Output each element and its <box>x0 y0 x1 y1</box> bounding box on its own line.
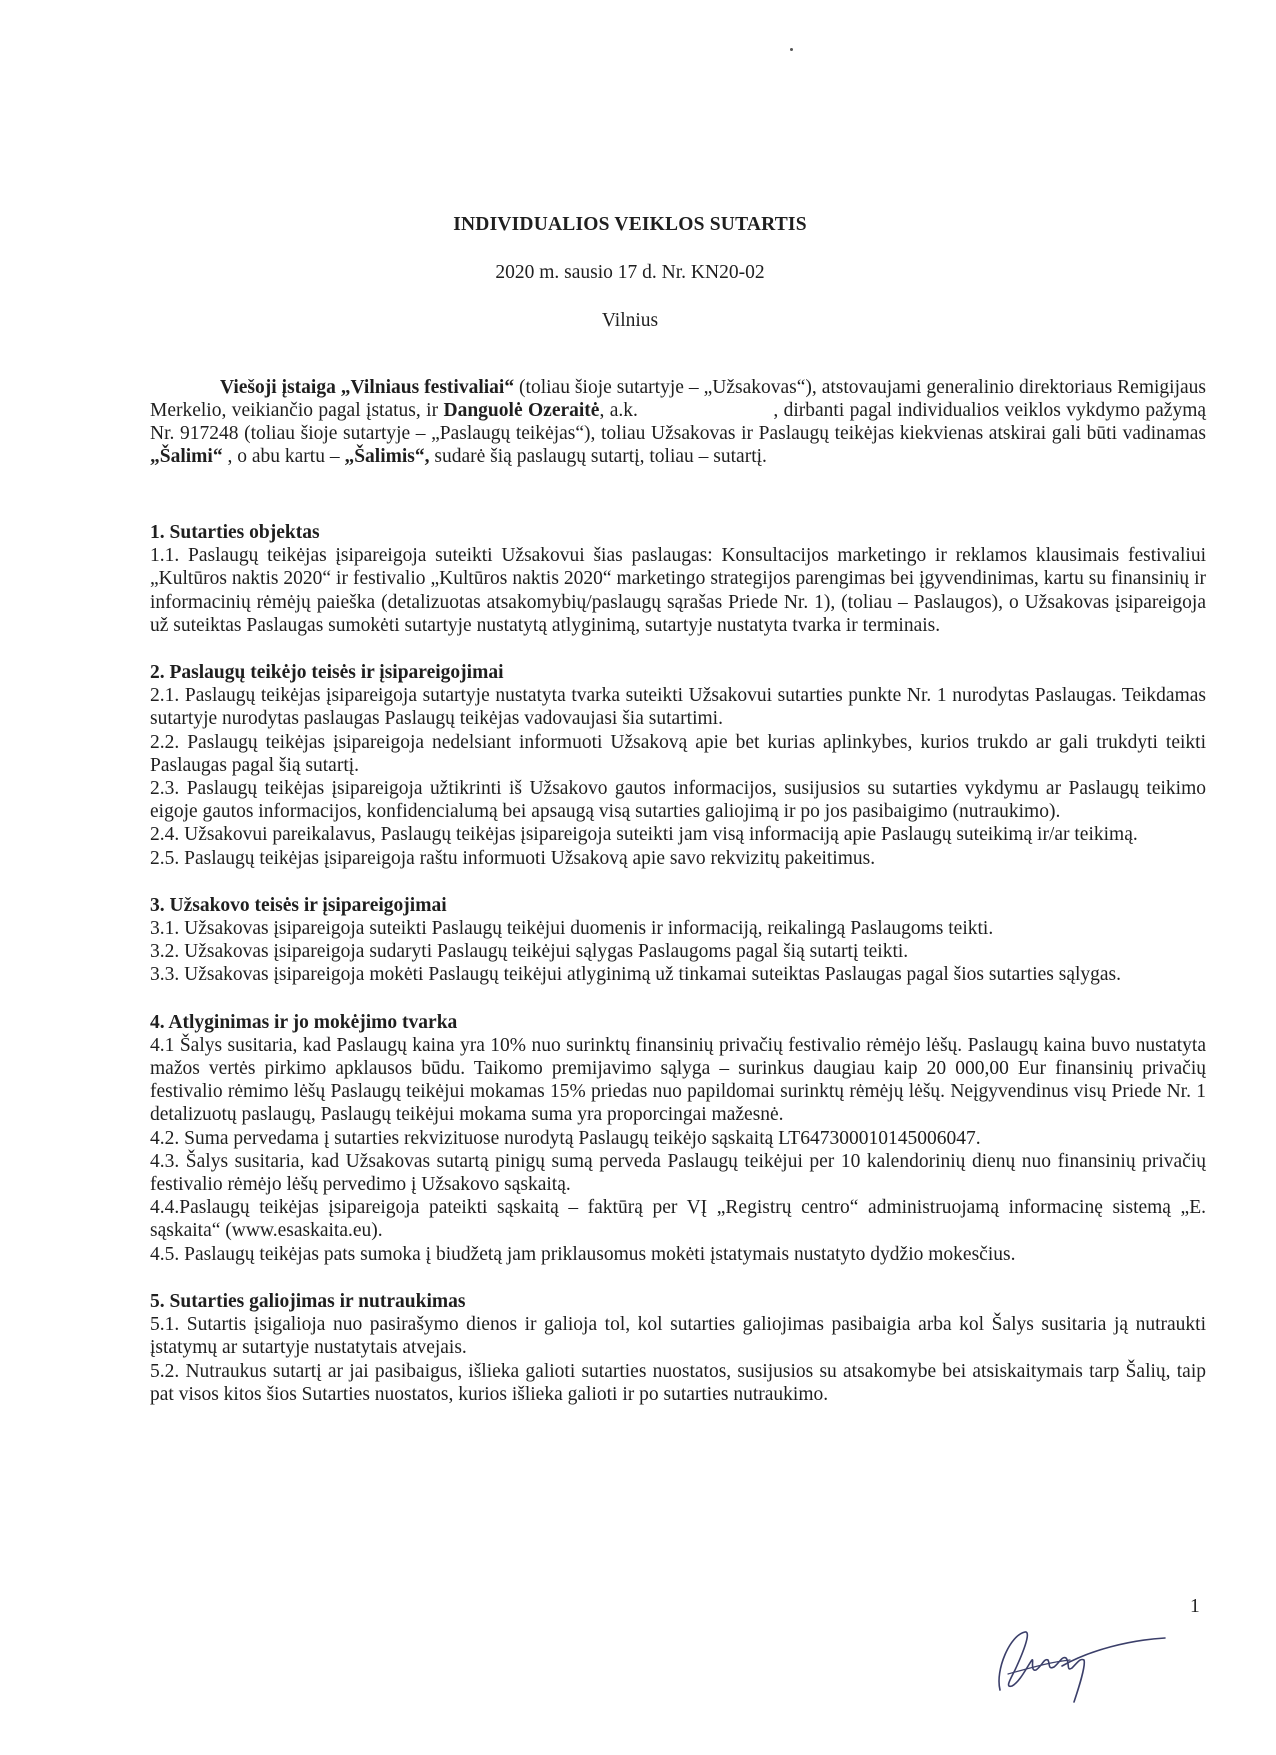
clause-2-2: 2.2. Paslaugų teikėjas įsipareigoja nedelsiant informuoti Užsakovą apie bet kurias aplinkybes, kurios trukdo ar gali trukdyti teikti Paslaugas pagal šią sutartį. <box>150 731 1206 776</box>
document-title: INDIVIDUALIOS VEIKLOS SUTARTIS <box>453 214 807 235</box>
section-1 <box>150 521 1206 637</box>
section-2 <box>150 661 1206 870</box>
clause-4-5: 4.5. Paslaugų teikėjas pats sumoka į biudžetą jam priklausomus mokėti įstatymais nustatyto dydžio mokesčius. <box>150 1243 1016 1265</box>
page-number: 1 <box>1190 1596 1200 1617</box>
section-heading: 3. Užsakovo teisės ir įsipareigojimai <box>150 894 447 916</box>
intro-party-singular: „Šalimi“ <box>150 445 223 467</box>
intro-paragraph <box>150 376 1206 468</box>
scan-speck <box>790 48 793 51</box>
intro-provider-name: Danguolė Ozeraitė <box>443 399 600 421</box>
document-page <box>150 0 1206 1755</box>
section-heading: 5. Sutarties galiojimas ir nutraukimas <box>150 1290 466 1312</box>
clause-3-3: 3.3. Užsakovas įsipareigoja mokėti Paslaugų teikėjui atlyginimą už tinkamai suteiktas Paslaugas pagal šios sutarties sąlygas. <box>150 964 1122 986</box>
document-dateline: 2020 m. sausio 17 d. Nr. KN20-02 <box>495 262 765 283</box>
clause-2-1: 2.1. Paslaugų teikėjas įsipareigoja sutartyje nustatyta tvarka suteikti Užsakovui sutarties punkte Nr. 1 nurodytas Paslaugas. Teikdamas sutartyje nurodytas paslaugas Paslaugų teikėjas vadovaujasi šia sutartimi. <box>150 685 1206 730</box>
intro-text: , dirbanti pagal individualios veiklos vykdymo pažymą Nr. 917248 (toliau šioje sutartyje – „Paslaugų teikėjas“), toliau Užsakovas ir Paslaugų teikėjas kiekvienas atskirai gali būti vadinamas <box>150 399 1207 444</box>
clause-4-2: 4.2. Suma pervedama į sutarties rekvizituose nurodytą Paslaugų teikėjo sąskaitą LT647300010145006047. <box>150 1127 981 1149</box>
intro-client-name: Viešoji įstaiga „Vilniaus festivaliai“ <box>220 376 515 398</box>
section-5 <box>150 1290 1206 1406</box>
section-3 <box>150 894 1206 987</box>
clause-4-3: 4.3. Šalys susitaria, kad Užsakovas sutartą pinigų sumą perveda Paslaugų teikėjui per 10 kalendorinių dienų nuo finansinių privačių festivalio rėmėjo lėšų pervedimo į Užsakovo sąskaitą. <box>150 1150 1206 1196</box>
contract-sections <box>150 521 1206 1430</box>
clause-2-4: 2.4. Užsakovui pareikalavus, Paslaugų teikėjas įsipareigoja suteikti jam visą informaciją apie Paslaugų suteikimą ir/ar teikimą. <box>150 824 1138 846</box>
document-city: Vilnius <box>601 310 659 331</box>
clause-4-4: 4.4.Paslaugų teikėjas įsipareigoja pateikti sąskaitą – faktūrą per VĮ „Registrų centro“ administruojamą informacinę sistemą „E. sąskaita“ (www.esaskaita.eu). <box>150 1197 1206 1242</box>
intro-text: , o abu kartu – <box>222 445 345 467</box>
intro-party-plural: „Šalimis“, <box>344 445 430 467</box>
handwritten-signature <box>970 1610 1170 1710</box>
section-4 <box>150 1011 1206 1266</box>
clause-3-2: 3.2. Užsakovas įsipareigoja sudaryti Paslaugų teikėjui sąlygas Paslaugoms pagal šią sutartį teikti. <box>150 941 909 963</box>
clause-5-2: 5.2. Nutraukus sutartį ar jai pasibaigus, išlieka galioti sutarties nuostatos, susijusios su atsakomybe bei atsiskaitymais tarp Šalių, taip pat visos kitos šios Sutarties nuostatos, kurios išlieka galioti ir po sutarties nutraukimo. <box>150 1360 1206 1405</box>
clause-1-1: 1.1. Paslaugų teikėjas įsipareigoja suteikti Užsakovui šias paslaugas: Konsultacijos marketingo ir reklamos klausimais festivaliui „Kultūros naktis 2020“ ir festivalio „Kultūros naktis 2020“ marketingo strategijos parengimas bei įgyvendinimas, kartu su finansinių ir informacinių rėmėjų paieška (detalizuotas atsakomybių/paslaugų sąrašas Priede Nr. 1), (toliau – Paslaugos), o Užsakovas įsipareigoja už suteiktas Paslaugas sumokėti sutartyje nustatytą atlyginimą, sutartyje nustatyta tvarka ir terminais. <box>150 545 1206 636</box>
clause-2-5: 2.5. Paslaugų teikėjas įsipareigoja raštu informuoti Užsakovą apie savo rekvizitų pakeitimus. <box>150 847 876 869</box>
intro-text: , a.k. <box>599 399 644 421</box>
intro-text: sudarė šią paslaugų sutartį, toliau – sutartį. <box>429 445 767 467</box>
clause-2-3: 2.3. Paslaugų teikėjas įsipareigoja užtikrinti iš Užsakovo gautos informacijos, susijusios su sutarties vykdymu ar Paslaugų teikimo eigoje gautos informacijos, konfidencialumą bei apsaugą visą sutarties galiojimą ir po jos pasibaigimo (nutraukimo). <box>150 778 1206 823</box>
intro-text: (toliau šioje sutartyje – „Užsakovas“), atstovaujami generalinio direktoriaus Remigijaus Merkelio, veikiančio pagal įstatus, ir <box>150 376 1206 421</box>
clause-4-1: 4.1 Šalys susitaria, kad Paslaugų kaina yra 10% nuo surinktų finansinių privačių festivalio rėmėjo lėšų. Paslaugų kaina buvo nustatyta mažos vertės pirkimo apklausos būdu. Taikomo premijavimo sąlyga – surinkus daugiau kaip 20 000,00 Eur finansinių privačių festivalio rėmimo lėšų Paslaugų teikėjui mokamas 15% priedas nuo papildomai surinktų rėmėjų lėšų. Neįgyvendinus visų Priede Nr. 1 detalizuotų paslaugų, Paslaugų teikėjui mokama suma yra proporcingai mažesnė. <box>150 1034 1206 1126</box>
clause-5-1: 5.1. Sutartis įsigalioja nuo pasirašymo dienos ir galioja tol, kol sutarties galiojimas pasibaigia arba kol Šalys susitaria ją nutraukti įstatymų ar sutartyje nustatytais atvejais. <box>150 1314 1206 1359</box>
section-heading: 1. Sutarties objektas <box>150 522 320 543</box>
section-heading: 2. Paslaugų teikėjo teisės ir įsipareigojimai <box>150 662 504 684</box>
section-heading: 4. Atlyginimas ir jo mokėjimo tvarka <box>150 1011 458 1033</box>
clause-3-1: 3.1. Užsakovas įsipareigoja suteikti Paslaugų teikėjui duomenis ir informaciją, reikalingą Paslaugoms teikti. <box>150 918 994 940</box>
